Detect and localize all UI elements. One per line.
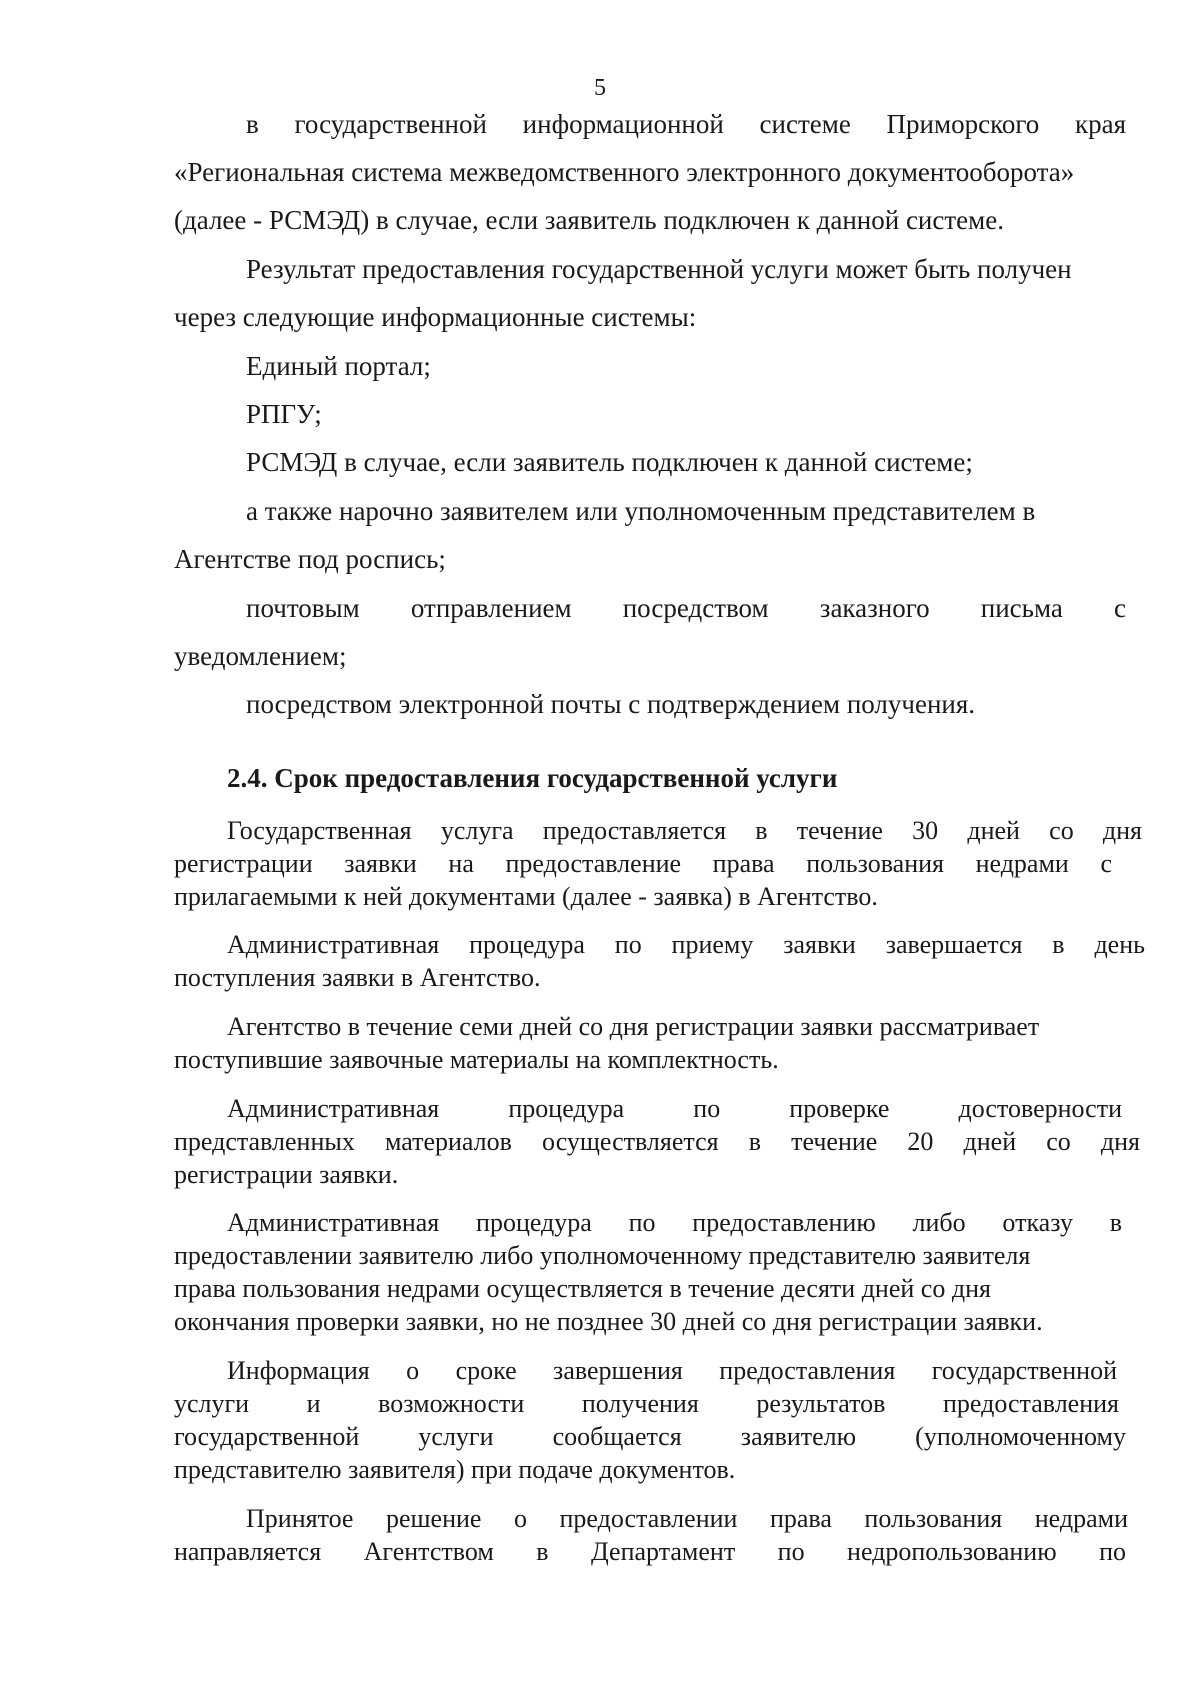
text-line: Государственная услуга предоставляется в течение 30 дней со дня (227, 816, 1142, 845)
text-line: государственной услуги сообщается заявителю (уполномоченному (174, 1422, 1126, 1451)
text-line: уведомлением; (174, 641, 347, 671)
text-line: «Региональная система межведомственного электронного документооборота» (174, 157, 1075, 187)
text-line: посредством электронной почты с подтверждением получения. (246, 689, 976, 719)
text-line: поступления заявки в Агентство. (174, 963, 541, 992)
text-line: Результат предоставления государственной услуги может быть получен (246, 254, 1072, 284)
text-line: РПГУ; (246, 399, 322, 429)
text-line: права пользования недрами осуществляется в течение десяти дней со дня (174, 1274, 991, 1303)
text-line: поступившие заявочные материалы на комплектность. (174, 1045, 779, 1074)
text-line: услуги и возможности получения результатов предоставления (174, 1389, 1119, 1418)
text-line: (далее - РСМЭД) в случае, если заявитель подключен к данной системе. (174, 205, 1004, 235)
text-line: Информация о сроке завершения предоставления государственной (227, 1356, 1117, 1385)
text-line: предоставлении заявителю либо уполномоченному представителю заявителя (174, 1241, 1031, 1270)
text-line: Агентство в течение семи дней со дня регистрации заявки рассматривает (227, 1012, 1040, 1041)
section-heading: 2.4. Срок предоставления государственной услуги (227, 763, 838, 793)
text-line: представленных материалов осуществляется в течение 20 дней со дня (174, 1127, 1140, 1156)
text-line: регистрации заявки на предоставление права пользования недрами с (174, 849, 1112, 878)
text-line: окончания проверки заявки, но не позднее 30 дней со дня регистрации заявки. (174, 1307, 1043, 1336)
text-line: Административная процедура по проверке достоверности (227, 1094, 1122, 1123)
text-line: в государственной информационной системе Приморского края (246, 109, 1126, 139)
text-line: почтовым отправлением посредством заказного письма с (246, 593, 1126, 623)
text-line: Единый портал; (246, 351, 431, 381)
text-line: прилагаемыми к ней документами (далее - заявка) в Агентство. (174, 882, 878, 911)
text-line: РСМЭД в случае, если заявитель подключен к данной системе; (246, 447, 973, 477)
text-line: а также нарочно заявителем или уполномоченным представителем в (246, 496, 1036, 526)
text-line: регистрации заявки. (174, 1160, 399, 1189)
page-number: 5 (594, 75, 606, 101)
text-line: Административная процедура по предоставлению либо отказу в (227, 1208, 1122, 1237)
text-line: через следующие информационные системы: (174, 302, 697, 332)
text-line: Принятое решение о предоставлении права пользования недрами (246, 1504, 1128, 1533)
text-line: Агентстве под роспись; (174, 544, 446, 574)
text-line: Административная процедура по приему заявки завершается в день (227, 930, 1145, 959)
text-line: представителю заявителя) при подаче документов. (174, 1455, 736, 1484)
text-line: направляется Агентством в Департамент по недропользованию по (174, 1537, 1126, 1566)
